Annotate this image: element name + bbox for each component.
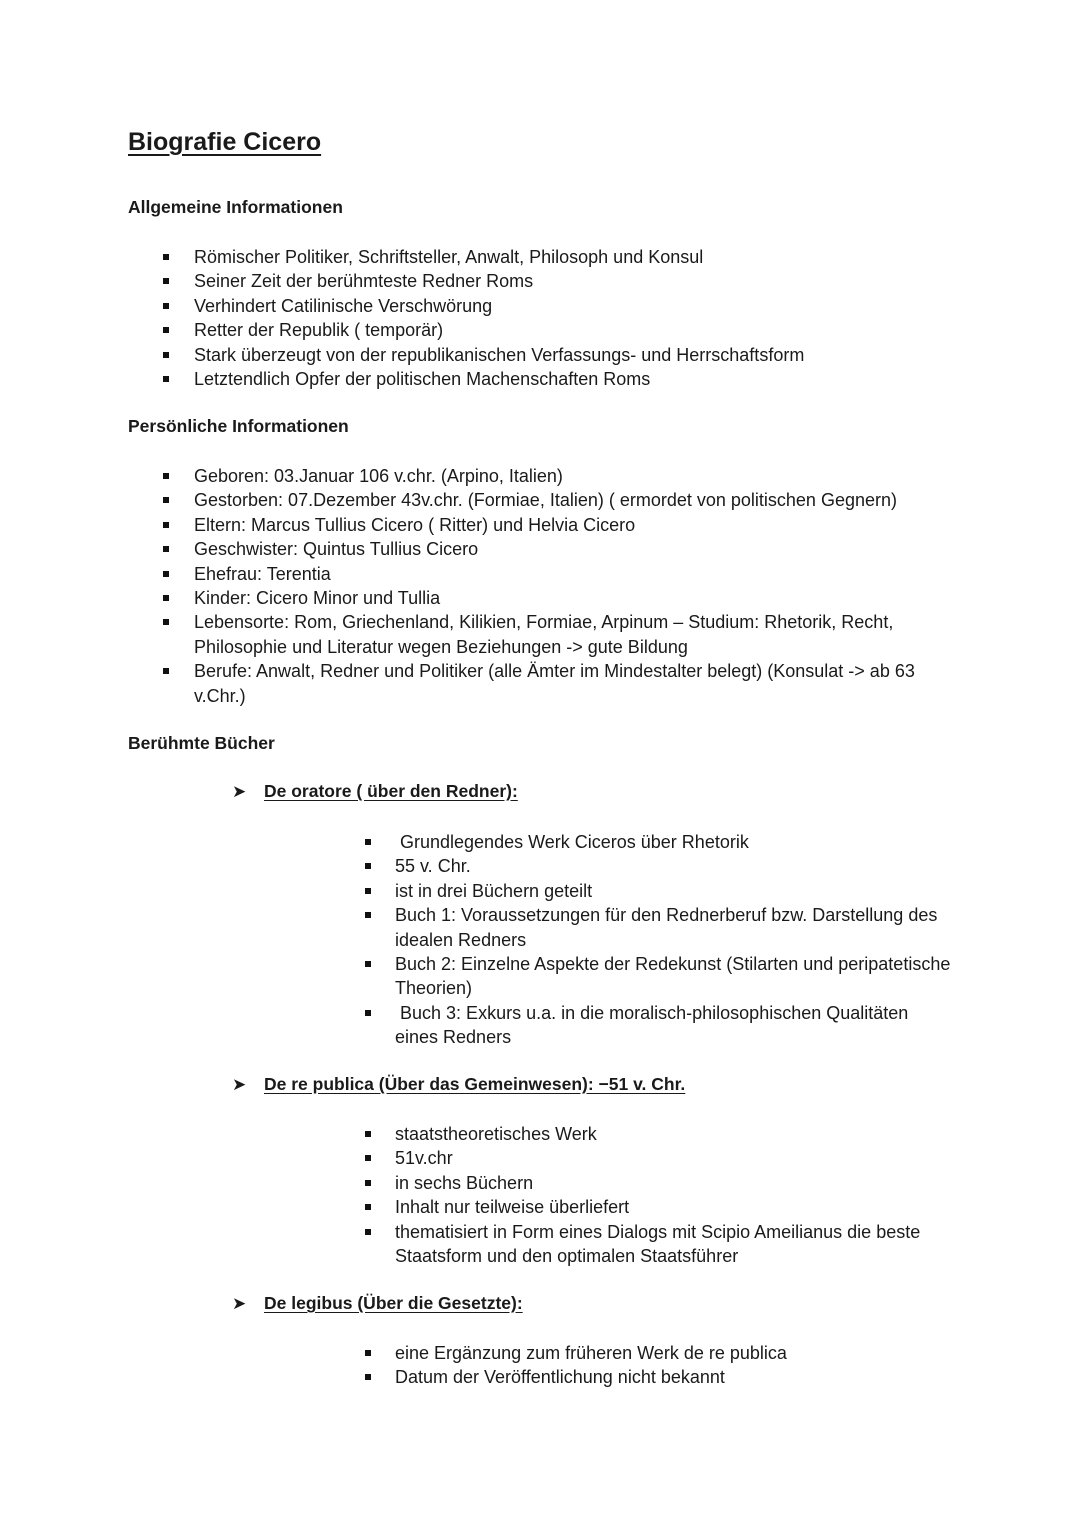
list-allgemein [194,245,954,391]
square-bullet-icon [365,1180,371,1186]
square-bullet-icon [365,863,371,869]
square-bullet-icon [163,619,169,625]
list-item: Seiner Zeit der berühmteste Redner Roms [194,269,954,293]
list-item: Geschwister: Quintus Tullius Cicero [194,537,939,561]
list-item: Ehefrau: Terentia [194,562,939,586]
square-bullet-icon [163,303,169,309]
square-bullet-icon [365,888,371,894]
square-bullet-icon [365,839,371,845]
list-item: 51v.chr [395,1146,955,1170]
list-item: eine Ergänzung zum früheren Werk de re publica [395,1341,955,1365]
book-heading-de-re-publica: ➤ De re publica (Über das Gemeinwesen): −51 v. Chr. [232,1074,686,1094]
square-bullet-icon [163,254,169,260]
list-item: Datum der Veröffentlichung nicht bekannt [395,1365,955,1389]
list-item: Stark überzeugt von der republikanischen Verfassungs- und Herrschaftsform [194,343,954,367]
section-heading-persoenlich: Persönliche Informationen [128,416,349,436]
square-bullet-icon [163,497,169,503]
list-item: Römischer Politiker, Schriftsteller, Anwalt, Philosoph und Konsul [194,245,954,269]
list-item: ist in drei Büchern geteilt [395,879,955,903]
square-bullet-icon [365,1155,371,1161]
square-bullet-icon [365,1131,371,1137]
square-bullet-icon [163,278,169,284]
list-item: Berufe: Anwalt, Redner und Politiker (alle Ämter im Mindestalter belegt) (Konsulat -> ab 63 v.Chr.) [194,659,939,708]
square-bullet-icon [163,668,169,674]
list-de-legibus [395,1341,955,1390]
arrow-bullet-icon: ➤ [232,1294,247,1313]
list-item: staatstheoretisches Werk [395,1122,955,1146]
list-item: thematisiert in Form eines Dialogs mit Scipio Ameilianus die beste Staatsform und den optimalen Staatsführer [395,1220,955,1269]
list-item: Gestorben: 07.Dezember 43v.chr. (Formiae, Italien) ( ermordet von politischen Gegnern) [194,488,939,512]
square-bullet-icon [365,1374,371,1380]
arrow-bullet-icon: ➤ [232,782,247,801]
square-bullet-icon [163,571,169,577]
square-bullet-icon [365,961,371,967]
square-bullet-icon [163,327,169,333]
square-bullet-icon [163,522,169,528]
section-heading-allgemein: Allgemeine Informationen [128,197,343,217]
list-item: 55 v. Chr. [395,854,955,878]
list-item: Lebensorte: Rom, Griechenland, Kilikien, Formiae, Arpinum – Studium: Rhetorik, Recht, Philosophie und Literatur wegen Beziehungen -> gute Bildung [194,610,939,659]
list-item: Inhalt nur teilweise überliefert [395,1195,955,1219]
square-bullet-icon [163,376,169,382]
square-bullet-icon [163,546,169,552]
list-item: Geboren: 03.Januar 106 v.chr. (Arpino, Italien) [194,464,939,488]
list-item: Buch 3: Exkurs u.a. in die moralisch-philosophischen Qualitäten eines Redners [395,1001,955,1050]
list-item: Verhindert Catilinische Verschwörung [194,294,954,318]
list-persoenlich [194,464,939,708]
list-de-oratore [395,830,955,1050]
square-bullet-icon [365,1229,371,1235]
book-heading-de-legibus: ➤ De legibus (Über die Gesetzte): [232,1293,523,1313]
list-item: in sechs Büchern [395,1171,955,1195]
section-heading-buecher: Berühmte Bücher [128,733,275,753]
square-bullet-icon [365,1010,371,1016]
list-item: Eltern: Marcus Tullius Cicero ( Ritter) und Helvia Cicero [194,513,939,537]
book-heading-de-oratore: ➤ De oratore ( über den Redner): [232,781,518,801]
list-item: Grundlegendes Werk Ciceros über Rhetorik [395,830,955,854]
list-item: Letztendlich Opfer der politischen Machenschaften Roms [194,367,954,391]
square-bullet-icon [365,1204,371,1210]
list-item: Buch 1: Voraussetzungen für den Rednerberuf bzw. Darstellung des idealen Redners [395,903,955,952]
square-bullet-icon [163,595,169,601]
list-item: Buch 2: Einzelne Aspekte der Redekunst (Stilarten und peripatetische Theorien) [395,952,955,1001]
page-title: Biografie Cicero [128,128,322,156]
square-bullet-icon [365,912,371,918]
square-bullet-icon [365,1350,371,1356]
list-de-re-publica [395,1122,955,1268]
list-item: Retter der Republik ( temporär) [194,318,954,342]
square-bullet-icon [163,473,169,479]
list-item: Kinder: Cicero Minor und Tullia [194,586,939,610]
square-bullet-icon [163,352,169,358]
arrow-bullet-icon: ➤ [232,1075,247,1094]
